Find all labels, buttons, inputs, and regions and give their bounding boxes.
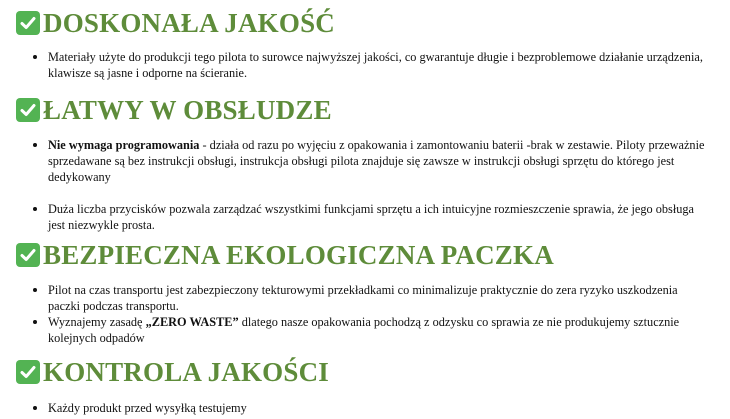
checkmark-box-icon (16, 360, 40, 384)
section-title: KONTROLA JAKOŚCI (43, 357, 330, 387)
list-item-text: - działa od razu po wyjęciu z opakowania i zamontowaniu baterii -brak w zestawie. Piloty przeważnie sprzedawane są bez instrukcji obsługi, instrukcja obsługi pilota znajduje się zawsze w instrukcji obsługi sprzętu do którego jest dedykowany (48, 138, 705, 184)
bullet-list (0, 137, 730, 233)
section-heading (16, 240, 554, 270)
checkmark-box-icon (16, 11, 40, 35)
list-item-text: dlatego nasze opakowania pochodzą z odzysku co sprawia ze nie produkujemy sztucznie kolejnych odpadów (48, 315, 680, 345)
list-item-bold: Nie wymaga programowania (48, 138, 200, 152)
section-title: ŁATWY W OBSŁUDZE (43, 95, 332, 125)
list-item-text: Każdy produkt przed wysyłką testujemy (48, 401, 247, 415)
list-item-bold: „ZERO WASTE” (145, 315, 239, 329)
section-title: BEZPIECZNA EKOLOGICZNA PACZKA (43, 240, 554, 270)
list-item-pre: Wyznajemy zasadę (48, 315, 146, 329)
list-item (0, 201, 730, 233)
list-item (0, 137, 730, 185)
list-item (0, 314, 730, 346)
section-heading (16, 8, 335, 38)
list-item-text: Pilot na czas transportu jest zabezpieczony tekturowymi przekładkami co minimalizuje praktycznie do zera ryzyko uszkodzenia paczki podczas transportu. (48, 283, 678, 313)
checkmark-box-icon (16, 243, 40, 267)
list-item-text: Materiały użyte do produkcji tego pilota to surowce najwyższej jakości, co gwarantuje długie i bezproblemowe działanie urządzenia, klawisze są jasne i odporne na ścieranie. (48, 50, 703, 80)
bullet-list (0, 282, 730, 346)
list-item (0, 49, 730, 81)
section-title: DOSKONAŁA JAKOŚĆ (43, 8, 335, 38)
section-heading (16, 357, 329, 387)
bullet-list (0, 400, 730, 416)
list-item-text: Duża liczba przycisków pozwala zarządzać wszystkimi funkcjami sprzętu a ich intuicyjne rozmieszczenie sprawia, że jego obsługa jest niezwykle prosta. (48, 202, 694, 232)
section-heading (16, 95, 332, 125)
list-item (0, 282, 730, 314)
checkmark-box-icon (16, 98, 40, 122)
list-item (0, 400, 730, 416)
bullet-list (0, 49, 730, 81)
